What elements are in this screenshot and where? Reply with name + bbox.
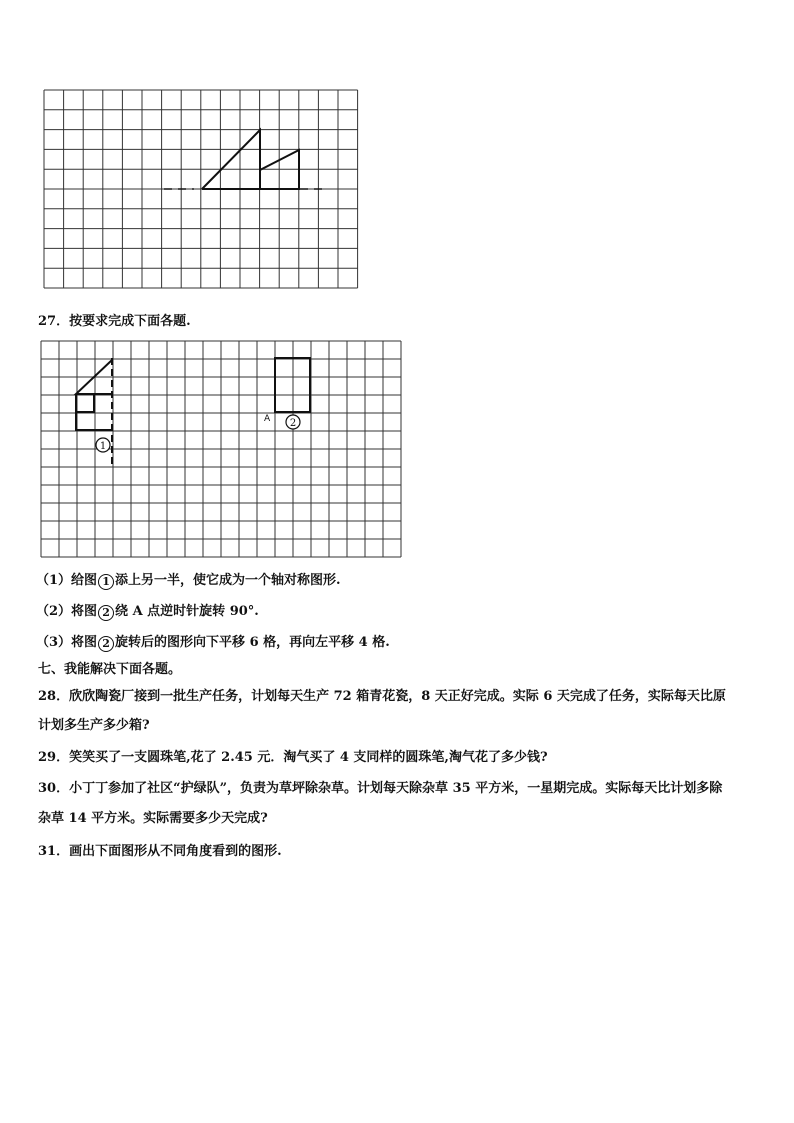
figure-ref-2: 2 [98,605,114,621]
figure-1-label: 1 [99,441,107,452]
q27-sub3 [36,635,390,652]
q27-grid [40,340,404,560]
q27-sub2-prefix: （2）将图 [36,604,98,619]
q28-line1: 28．欣欣陶瓷厂接到一批生产任务，计划每天生产 72 箱青花瓷，8 天正好完成。实际 6 天完成了任务，实际每天比原 [38,689,726,704]
q30-line1: 30．小丁丁参加了社区“护绿队”，负责为草坪除杂草。计划每天除杂草 35 平方米，一星期完成。实际每天比计划多除 [38,781,723,796]
top-figure-triangle [202,130,260,189]
point-a-label: A [264,414,271,424]
top-grid [42,88,362,294]
q29: 29．笑笑买了一支圆珠笔,花了 2.45 元．淘气买了 4 支同样的圆珠笔,淘气花了多少钱? [38,750,548,765]
figure-ref-2b: 2 [98,636,114,652]
q27-sub1-suffix: 添上另一半，使它成为一个轴对称图形. [115,573,341,588]
q27-sub1-prefix: （1）给图 [36,573,98,588]
q27-sub3-prefix: （3）将图 [36,635,98,650]
q31: 31．画出下面图形从不同角度看到的图形. [38,844,282,859]
figure-2-label: 2 [289,418,297,429]
q30-line2: 杂草 14 平方米。实际需要多少天完成? [38,811,268,826]
q28-line2: 计划多生产多少箱? [38,718,150,733]
figure-ref-1: 1 [98,574,114,590]
q27-sub3-suffix: 旋转后的图形向下平移 6 格，再向左平移 4 格. [115,635,390,650]
q27-sub1 [36,573,341,590]
q27-title: 27．按要求完成下面各题. [38,314,191,329]
q27-sub2 [36,604,259,621]
section-7-heading: 七、我能解决下面各题。 [38,662,182,677]
q27-sub2-suffix: 绕 A 点逆时针旋转 90°. [115,604,259,619]
